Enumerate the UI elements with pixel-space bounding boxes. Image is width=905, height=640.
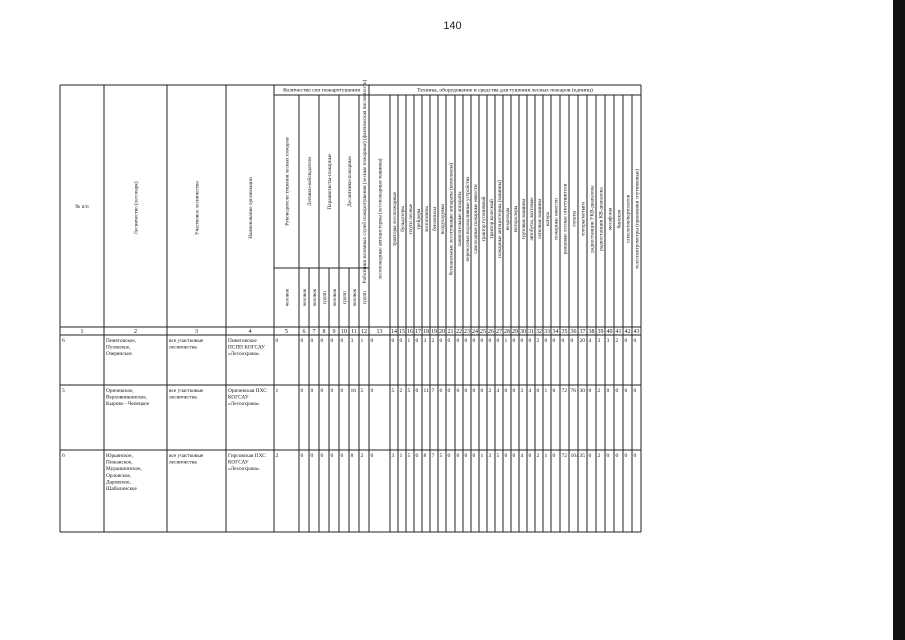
column-number: 13 <box>376 329 383 335</box>
row-value: 0 <box>633 388 637 394</box>
column-header-unit: человек <box>284 288 291 307</box>
column-header-equipment: самолетов/вертолетов <box>625 194 632 244</box>
row-value: 0 <box>415 388 419 394</box>
row-value: 0 <box>391 338 395 344</box>
row-value: 0 <box>300 453 304 459</box>
row-lesnichestvo: Пинеговское, <box>106 338 137 344</box>
column-header-equipment: грейдеры <box>416 208 422 230</box>
row-value: 1 <box>360 338 364 344</box>
row-value: 72 <box>561 388 568 394</box>
row-value: 0 <box>399 338 403 344</box>
row-value: 0 <box>624 338 628 344</box>
row-organization: «Лесоохрана» <box>228 401 260 408</box>
row-value: 2 <box>597 388 601 394</box>
row-organization: ПСПП КОГСАУ <box>228 344 265 351</box>
column-header-equipment: самоходные пожарные емкости <box>473 184 479 254</box>
row-value: 1 <box>399 453 403 459</box>
column-header-equipment: бульдозеры <box>400 206 406 232</box>
column-header-equipment: грузовые машины <box>521 199 527 239</box>
row-value: 4 <box>588 338 592 344</box>
row-value: 0 <box>464 453 468 459</box>
row-value: 0 <box>320 388 324 394</box>
column-number: 42 <box>624 329 631 335</box>
row-value: 0 <box>370 338 374 344</box>
row-number: 5 <box>62 388 65 394</box>
column-number: 43 <box>633 329 640 335</box>
column-number: 32 <box>536 329 542 335</box>
row-value: 0 <box>606 388 610 394</box>
column-header-unit: человек <box>332 288 338 307</box>
row-value: 3 <box>597 338 601 344</box>
column-header-equipment: плуги лесные <box>408 203 414 235</box>
row-uchastkovoe: все участковые <box>169 453 204 459</box>
row-value: 0 <box>472 453 476 459</box>
row-value: 0 <box>561 338 565 344</box>
column-number: 34 <box>552 329 559 335</box>
row-value: 8 <box>423 453 427 459</box>
row-value: 0 <box>464 338 468 344</box>
column-header-equipment: легковые машины <box>537 199 543 239</box>
row-value: 2 <box>615 338 619 344</box>
column-number: 35 <box>561 329 568 335</box>
column-header-equipment: воздуходувки <box>440 203 446 235</box>
row-value: 0 <box>472 388 476 394</box>
row-value: 3 <box>391 453 395 459</box>
row-lesnichestvo: Даровское, <box>106 479 131 486</box>
row-value: 104 <box>570 453 579 459</box>
row-organization: «Лесоохрана» <box>228 351 260 358</box>
row-value: 0 <box>588 388 592 394</box>
row-uchastkovoe: лесничества <box>169 344 197 351</box>
row-value: 0 <box>552 453 556 459</box>
row-lesnichestvo: Пижанское, <box>106 459 133 466</box>
row-value: 0 <box>504 453 508 459</box>
column-number: 1 <box>80 329 84 335</box>
column-number: 33 <box>544 329 550 335</box>
row-value: 0 <box>480 388 484 394</box>
column-number: 5 <box>285 329 288 335</box>
column-number: 6 <box>302 329 306 335</box>
row-organization: «Лесоохрана» <box>228 466 260 473</box>
row-lesnichestvo: Шабалинское <box>106 486 137 492</box>
column-number: 27 <box>496 329 502 335</box>
row-value: 0 <box>512 388 516 394</box>
row-value: 1 <box>544 453 548 459</box>
column-header-equipment: ранцевые лесные огнетушители <box>562 183 569 255</box>
row-value: 0 <box>552 388 556 394</box>
column-header-staff: Летчики-наблюдатели <box>307 157 313 206</box>
column-header-equipment: бесканальные лесотушащие аппараты (комплексы) <box>448 162 455 276</box>
row-value: 0 <box>504 388 508 394</box>
row-value: 7 <box>431 453 435 459</box>
column-number: 14 <box>391 329 397 335</box>
row-value: 2 <box>360 453 364 459</box>
column-header-staff: Работники наземных служб пожаротушения (лесные пожарные) (фактическая численность) <box>362 79 368 284</box>
row-value: 0 <box>615 388 619 394</box>
row-value: 0 <box>300 338 304 344</box>
row-value: 0 <box>480 338 484 344</box>
row-value: 0 <box>340 388 344 394</box>
column-header-equipment: радиостанции УКВ-диапазона <box>589 185 596 253</box>
column-number: 20 <box>439 329 445 335</box>
column-header-equipment: пожарные емкости <box>553 198 560 240</box>
row-value: 0 <box>536 388 540 394</box>
row-lesnichestvo: Озерянское <box>106 351 132 358</box>
column-number: 40 <box>606 329 613 335</box>
row-value: 2 <box>399 388 403 394</box>
row-value: 0 <box>320 453 324 459</box>
column-header-equipment: радиостанции КВ-диапазона <box>598 187 605 251</box>
row-value: 4 <box>496 388 500 394</box>
row-value: 0 <box>624 453 628 459</box>
row-lesnichestvo: Орловское, <box>106 472 132 479</box>
row-value: 6 <box>439 388 443 394</box>
column-number: 18 <box>423 329 429 335</box>
row-uchastkovoe: все участковые <box>169 388 204 394</box>
row-value: 0 <box>320 338 324 344</box>
row-value: 7 <box>431 388 435 394</box>
row-value: 0 <box>340 453 344 459</box>
row-value: 5 <box>407 453 411 459</box>
row-uchastkovoe: лесничества <box>169 394 197 401</box>
column-header-uchastkovoe: Участковое лесничество <box>194 180 201 236</box>
row-value: 0 <box>570 338 574 344</box>
column-header-equipment: зажигательные аппараты <box>457 191 463 247</box>
row-value: 0 <box>330 388 334 394</box>
column-header-staff: Десантники-пожарные <box>347 156 353 207</box>
row-value: 0 <box>330 453 334 459</box>
equipment-group-header: Техника, оборудование и средства для тушения лесных пожаров (единиц) <box>417 87 593 94</box>
column-header-unit: человек <box>312 288 318 307</box>
row-value: 0 <box>544 338 548 344</box>
row-uchastkovoe: лесничества <box>169 459 197 466</box>
column-number: 11 <box>351 329 357 335</box>
row-lesnichestvo: Юрьянское, <box>106 453 133 459</box>
row-value: 0 <box>330 338 334 344</box>
column-header-equipment: пожарные автоцистерны (машины) <box>497 180 503 258</box>
column-number: 15 <box>399 329 405 335</box>
row-number: 6 <box>62 453 65 459</box>
column-header-equipment: мегафоны <box>607 207 614 231</box>
row-uchastkovoe: все участковые <box>169 338 204 344</box>
row-value: 2 <box>488 388 492 394</box>
row-value: 0 <box>633 338 637 344</box>
column-header-lesnichestvo: Лесничество (лесопарк) <box>133 181 140 235</box>
row-organization: КОГСАУ <box>228 394 249 401</box>
row-value: 0 <box>275 338 279 344</box>
column-number: 23 <box>464 329 470 335</box>
row-value: 11 <box>423 388 429 394</box>
row-value: 0 <box>633 453 637 459</box>
row-value: 0 <box>464 388 468 394</box>
column-header-equipment: телеспектрометры (приемники спутниковые) <box>634 168 641 270</box>
row-value: 0 <box>496 338 500 344</box>
column-number: 41 <box>615 329 622 335</box>
scan-edge-border <box>893 0 905 640</box>
column-header-equipment: вездеходы <box>505 207 511 231</box>
column-number: 8 <box>322 329 326 335</box>
row-value: 0 <box>415 338 419 344</box>
row-value: 0 <box>439 338 443 344</box>
row-value: 3 <box>606 338 610 344</box>
column-number: 2 <box>134 329 137 335</box>
column-number: 4 <box>248 329 252 335</box>
column-number: 26 <box>488 329 494 335</box>
column-header-equipment: моторолеры <box>513 205 519 233</box>
row-organization: КОГСАУ <box>228 459 249 466</box>
row-value: 0 <box>528 338 532 344</box>
column-number: 9 <box>332 329 336 335</box>
row-value: 0 <box>310 453 314 459</box>
row-value: 30 <box>579 388 586 394</box>
column-header-equipment: бензопилы <box>432 207 438 231</box>
column-header-num: № п/п <box>75 204 89 210</box>
row-lesnichestvo: Мураишинское, <box>106 466 142 473</box>
column-header-equipment: тракторы лесопожарные <box>392 191 398 247</box>
row-value: 0 <box>310 338 314 344</box>
row-value: 0 <box>340 338 344 344</box>
row-lesnichestvo: Верховинкинское, <box>106 394 148 401</box>
row-value: 0 <box>520 338 524 344</box>
row-value: 0 <box>488 338 492 344</box>
row-organization: Пинеговское <box>228 338 257 344</box>
column-number: 21 <box>447 329 454 335</box>
row-value: 5 <box>391 388 395 394</box>
row-value: 4 <box>520 453 524 459</box>
row-value: 0 <box>370 453 374 459</box>
row-value: 0 <box>447 453 451 459</box>
row-value: 1 <box>544 388 548 394</box>
row-value: 5 <box>496 453 500 459</box>
column-number: 39 <box>597 329 604 335</box>
row-value: 72 <box>561 453 568 459</box>
row-value: 0 <box>370 388 374 394</box>
row-value: 3 <box>423 338 427 344</box>
column-header-equipment: автобусы, вахтовые <box>529 197 535 241</box>
column-number: 10 <box>341 329 347 335</box>
row-value: 2 <box>431 338 435 344</box>
column-number: 7 <box>312 329 316 335</box>
column-header-organization: Наименование организации <box>248 177 254 239</box>
column-header-equipment: бинокли <box>616 209 623 229</box>
column-header-equipment: катера <box>545 211 551 227</box>
row-value: 0 <box>512 338 516 344</box>
column-number: 30 <box>520 329 526 335</box>
row-value: 1 <box>504 338 508 344</box>
row-organization: Гирсовская ПХС <box>228 453 266 459</box>
row-value: 2 <box>597 453 601 459</box>
row-value: 0 <box>456 338 460 344</box>
column-header-unit: человек <box>302 288 308 307</box>
column-number: 29 <box>512 329 518 335</box>
row-value: 20 <box>579 338 586 344</box>
row-value: 3 <box>520 388 524 394</box>
column-number: 22 <box>456 329 462 335</box>
column-number: 38 <box>588 329 595 335</box>
row-value: 1 <box>275 388 279 394</box>
row-value: 3 <box>350 338 354 344</box>
column-header-unit: групп <box>342 291 348 304</box>
column-header-equipment: мотопомпы <box>424 206 430 232</box>
row-value: 1 <box>480 453 484 459</box>
column-header-equipment: трактор колесный <box>489 199 495 239</box>
row-value: 0 <box>588 453 592 459</box>
row-value: 0 <box>310 388 314 394</box>
row-value: 0 <box>472 338 476 344</box>
row-value: 0 <box>447 388 451 394</box>
column-header-equipment: лесопожарные автоцистерны (лесопожарные машины) <box>377 158 384 280</box>
row-lesnichestvo: Пузовское, <box>106 344 131 351</box>
row-value: 0 <box>528 453 532 459</box>
row-value: 4 <box>528 388 532 394</box>
column-number: 25 <box>480 329 486 335</box>
row-value: 8 <box>350 453 354 459</box>
row-value: 0 <box>415 453 419 459</box>
row-value: 5 <box>360 388 364 394</box>
row-value: 2 <box>275 453 279 459</box>
row-value: 5 <box>439 453 443 459</box>
column-number: 3 <box>195 329 198 335</box>
row-value: 0 <box>606 453 610 459</box>
column-header-equipment: топоры/мотыги <box>580 201 587 237</box>
row-value: 0 <box>512 453 516 459</box>
column-header-staff: Руководители тушения лесных пожаров <box>284 137 291 226</box>
row-value: 6 <box>456 388 460 394</box>
column-header-unit: групп <box>322 291 328 304</box>
staff-group-header: Количество сил пожаротушения <box>283 87 360 94</box>
column-number: 36 <box>570 329 577 335</box>
row-lesnichestvo: Оричевское, <box>106 388 134 394</box>
column-header-staff: Парашютисты-пожарные <box>327 153 333 210</box>
column-header-equipment: переносные водоналивные устройства <box>465 176 471 262</box>
row-value: 0 <box>615 453 619 459</box>
row-value: 0 <box>447 338 451 344</box>
row-value: 2 <box>536 453 540 459</box>
column-header-equipment: трактор гусеничный <box>481 196 487 242</box>
row-value: 0 <box>624 388 628 394</box>
row-value: 2 <box>536 338 540 344</box>
row-number: 6 <box>62 338 65 344</box>
column-header-unit: групп <box>362 291 368 304</box>
row-value: 1 <box>407 338 411 344</box>
column-number: 12 <box>361 329 367 335</box>
column-number: 24 <box>472 329 478 335</box>
row-value: 6 <box>456 453 460 459</box>
row-lesnichestvo: Кырово - Чепецкое <box>106 401 150 408</box>
row-value: 16 <box>350 388 357 394</box>
row-value: 76 <box>570 388 577 394</box>
column-number: 37 <box>579 329 586 335</box>
row-value: 35 <box>579 453 586 459</box>
column-header-unit: человек <box>352 288 358 307</box>
column-number: 19 <box>431 329 437 335</box>
row-value: 5 <box>407 388 411 394</box>
column-number: 17 <box>415 329 421 335</box>
column-number: 28 <box>504 329 510 335</box>
row-value: 0 <box>552 338 556 344</box>
row-organization: Оричевская ПХС <box>228 388 267 394</box>
column-number: 31 <box>528 329 534 335</box>
row-value: 3 <box>488 453 492 459</box>
page-number: 140 <box>443 20 462 32</box>
row-value: 0 <box>300 388 304 394</box>
column-header-equipment: лопаты <box>571 211 578 227</box>
column-number: 16 <box>407 329 413 335</box>
